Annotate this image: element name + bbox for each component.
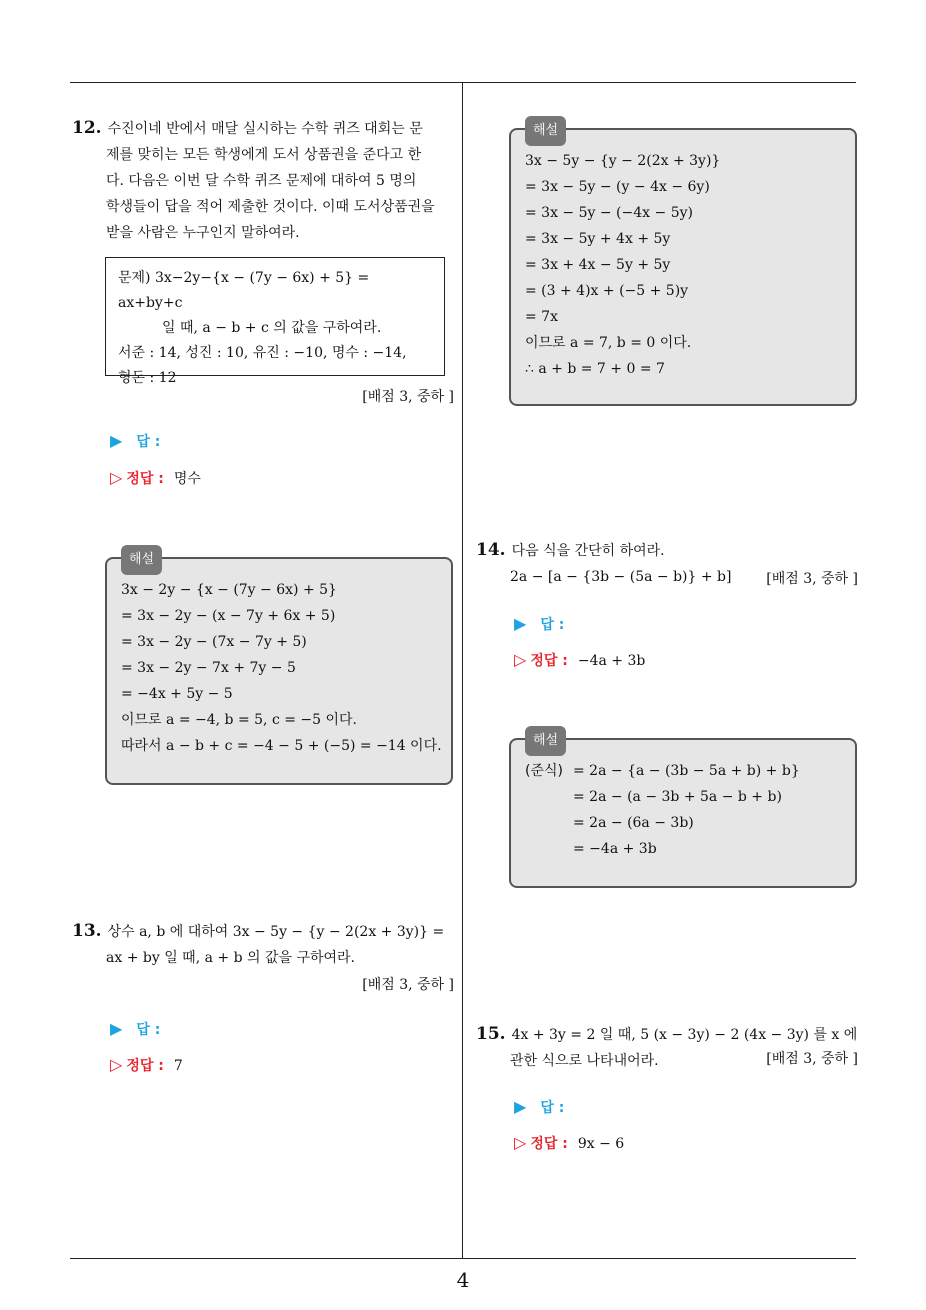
answer-row (110, 1019, 160, 1039)
play-triangle-icon: ▶ (514, 1097, 527, 1116)
solution-line: = 2a − (a − 3b + 5a − b + b) (573, 789, 782, 805)
play-triangle-icon: ▶ (110, 1019, 123, 1038)
correct-value: 7 (173, 1058, 183, 1074)
correct-value: 9x − 6 (577, 1136, 625, 1152)
solution-line: = (3 + 4)x + (−5 + 5)y (525, 283, 689, 299)
question-text: 상수 a, b 에 대하여 3x − 5y − {y − 2(2x + 3y)} = (107, 924, 445, 940)
solution-line: = 3x − 2y − (7x − 7y + 5) (121, 634, 307, 650)
outline-triangle-icon: ▷ (514, 1133, 527, 1152)
play-triangle-icon: ▶ (110, 431, 123, 450)
solution-line: = 3x + 4x − 5y + 5y (525, 257, 671, 273)
question-number: 14. (476, 540, 506, 560)
question-number: 13. (72, 921, 102, 941)
solution-tag: 해설 (121, 545, 162, 575)
question-expression: 2a − [a − {3b − (5a − b)} + b] (510, 569, 732, 585)
outline-triangle-icon: ▷ (514, 650, 527, 669)
solution-line: = −4x + 5y − 5 (121, 686, 233, 702)
question-number: 15. (476, 1024, 506, 1044)
question-text: 수진이네 반에서 매달 실시하는 수학 퀴즈 대회는 문 (107, 121, 423, 137)
answer-label: 답 : (540, 1100, 565, 1116)
correct-value: 명수 (173, 471, 201, 487)
question-text: 4x + 3y = 2 일 때, 5 (x − 3y) − 2 (4x − 3y) 를 x 에 (511, 1027, 858, 1043)
question-text: 받을 사람은 누구인지 말하여라. (106, 225, 300, 241)
correct-answer-row (110, 1055, 183, 1075)
page-number: 4 (456, 1268, 470, 1292)
answer-label: 답 : (136, 1022, 161, 1038)
correct-value: −4a + 3b (577, 653, 646, 669)
answer-row (514, 614, 564, 634)
score-label: [배점 3, 중하 ] (362, 389, 454, 405)
solution-line: 이므로 a = 7, b = 0 이다. (525, 335, 692, 351)
solution-line: = 2a − (6a − 3b) (573, 815, 694, 831)
question-text: 다. 다음은 이번 달 수학 퀴즈 문제에 대하여 5 명의 (106, 173, 417, 189)
solution-box (105, 552, 453, 785)
solution-line: = 7x (525, 309, 558, 325)
question-text: ax + by 일 때, a + b 의 값을 구하여라. (106, 950, 356, 966)
outline-triangle-icon: ▷ (110, 468, 123, 487)
solution-tag: 해설 (525, 116, 566, 146)
answer-row (514, 1097, 564, 1117)
solution-expression: = 2a − {a − (3b − 5a + b) + b} (573, 763, 800, 779)
solution-line: 3x − 2y − {x − (7y − 6x) + 5} (121, 582, 337, 598)
answer-label: 답 : (136, 434, 161, 450)
question-12 (72, 115, 456, 246)
solution-line: = 3x − 5y − (y − 4x − 6y) (525, 179, 710, 195)
answer-label: 답 : (540, 617, 565, 633)
solution-line: 3x − 5y − {y − 2(2x + 3y)} (525, 153, 721, 169)
problem-box (105, 257, 445, 386)
question-text: 다음 식을 간단히 하여라. (511, 543, 665, 559)
solution-line: = 3x − 5y + 4x + 5y (525, 231, 671, 247)
question-text: 학생들이 답을 적어 제출한 것이다. 이때 도서상품권을 (106, 199, 435, 215)
answer-row (110, 431, 160, 451)
solution-line: = −4a + 3b (573, 841, 657, 857)
question-13 (72, 918, 456, 971)
bottom-rule (70, 1258, 856, 1259)
question-text: 제를 맞히는 모든 학생에게 도서 상품권을 준다고 한 (106, 147, 422, 163)
outline-triangle-icon: ▷ (110, 1055, 123, 1074)
score-label: [배점 3, 중하 ] (766, 1051, 858, 1067)
correct-label: 정답 : (530, 1136, 568, 1152)
top-rule (70, 82, 856, 83)
solution-line: = 3x − 2y − (x − 7y + 6x + 5) (121, 608, 336, 624)
question-number: 12. (72, 118, 102, 138)
box-line: 일 때, a − b + c 의 값을 구하여라. (162, 320, 382, 336)
correct-label: 정답 : (126, 471, 164, 487)
solution-box (509, 123, 857, 406)
solution-line: ∴ a + b = 7 + 0 = 7 (525, 361, 665, 377)
solution-line: 따라서 a − b + c = −4 − 5 + (−5) = −14 이다. (121, 738, 442, 754)
score-label: [배점 3, 중하 ] (766, 571, 858, 587)
solution-prefix: (준식) (525, 763, 563, 779)
box-line: 서준 : 14, 성진 : 10, 유진 : −10, 명수 : −14, (118, 345, 407, 361)
correct-answer-row (514, 1133, 624, 1153)
box-line: 형돈 : 12 (118, 370, 177, 386)
column-divider (462, 83, 463, 1259)
solution-box (509, 733, 857, 888)
box-line: 문제) 3x−2y−{x − (7y − 6x) + 5} = ax+by+c (118, 270, 370, 311)
score-label: [배점 3, 중하 ] (362, 977, 454, 993)
solution-line (525, 758, 841, 784)
correct-label: 정답 : (530, 653, 568, 669)
correct-answer-row (110, 468, 201, 488)
correct-answer-row (514, 650, 645, 670)
question-text: 관한 식으로 나타내어라. (510, 1053, 659, 1069)
solution-tag: 해설 (525, 726, 566, 756)
solution-line: = 3x − 5y − (−4x − 5y) (525, 205, 693, 221)
solution-line: 이므로 a = −4, b = 5, c = −5 이다. (121, 712, 357, 728)
play-triangle-icon: ▶ (514, 614, 527, 633)
correct-label: 정답 : (126, 1058, 164, 1074)
solution-line: = 3x − 2y − 7x + 7y − 5 (121, 660, 296, 676)
